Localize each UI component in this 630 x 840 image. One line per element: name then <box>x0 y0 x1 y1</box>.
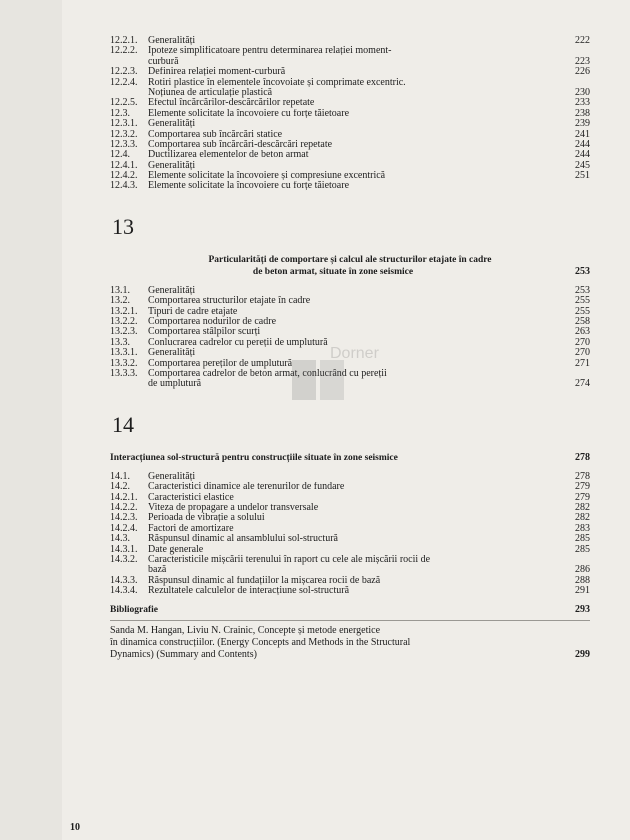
toc-entry-title: Comportarea stâlpilor scurți <box>148 327 261 338</box>
toc-entry-title: Comportarea pereților de umplutură <box>148 358 293 369</box>
toc-entry-number: 14.3.1. <box>110 543 138 555</box>
toc-entry-page: 244 <box>575 138 590 150</box>
toc-entry-title: Viteza de propagare a undelor transversale <box>148 502 319 513</box>
toc-entry <box>110 327 590 337</box>
toc-entry <box>110 348 590 358</box>
toc-entry-title: Caracteristicile mișcării terenului în raport cu cele ale mișcării rocii de <box>148 554 431 565</box>
toc-entry-title: Comportarea sub încărcări statice <box>148 129 283 140</box>
toc-entry-page: 278 <box>575 470 590 482</box>
toc-entry-page: 245 <box>575 159 590 171</box>
toc-entry-page: 283 <box>575 522 590 534</box>
toc-entry-page: 286 <box>575 564 590 576</box>
toc-entry-title: Comportarea nodurilor de cadre <box>148 317 277 328</box>
toc-entry-number: 12.2.5. <box>110 97 138 109</box>
toc-entry-title: Conlucrarea cadrelor cu pereții de umplutură <box>148 337 328 348</box>
chapter-14-title-page: 278 <box>575 451 590 463</box>
toc-entry-title: Rezultatele calculelor de interacțiune sol-structură <box>148 586 350 597</box>
toc-entry-page: 282 <box>575 512 590 524</box>
toc-entry <box>110 379 590 389</box>
toc-entry-title: Elemente solicitate la încovoiere cu forțe tăietoare <box>148 108 350 119</box>
toc-entry-title: Comportarea sub încărcări-descărcări repetate <box>148 139 333 150</box>
chapter-13-list <box>110 286 590 390</box>
toc-entry-page: 285 <box>575 533 590 545</box>
toc-entry-number: 13.2.1. <box>110 305 138 317</box>
chapter-13-title <box>110 254 590 278</box>
toc-entry-page: 255 <box>575 305 590 317</box>
toc-entry-page: 271 <box>575 357 590 369</box>
toc-entry <box>110 565 590 575</box>
toc-entry-number: 13.3.1. <box>110 347 138 359</box>
toc-entry <box>110 534 590 544</box>
chapter-13-title-line1: Particularități de comportare și calcul ale structurilor etajate în cadre <box>208 254 492 265</box>
toc-entry-title: Generalități <box>148 36 196 46</box>
toc-entry-page: 251 <box>575 170 590 182</box>
toc-entry-number: 14.1. <box>110 470 130 482</box>
chapter-14-title: Interacțiunea sol-structură pentru construcțiile situate în zone seismice <box>110 452 398 463</box>
toc-entry <box>110 296 590 306</box>
summary-line2: în dinamica construcțiilor. (Energy Concepts and Methods in the Structural <box>110 637 411 649</box>
toc-entry-title: Comportarea cadrelor de beton armat, conlucrând cu pereții <box>148 368 387 379</box>
toc-entry <box>110 545 590 555</box>
toc-entry-number: 12.2.2. <box>110 45 138 57</box>
toc-entry <box>110 286 590 296</box>
toc-entry-number: 12.4.3. <box>110 180 138 192</box>
toc-entry-number: 14.3.3. <box>110 574 138 586</box>
toc-entry-title: Caracteristici dinamice ale terenurilor de fundare <box>148 482 345 493</box>
toc-entry <box>110 576 590 586</box>
toc-entry-number: 13.3.2. <box>110 357 138 369</box>
toc-entry-title: Factori de amortizare <box>148 523 234 534</box>
toc-entry-number: 12.4.1. <box>110 159 138 171</box>
toc-entry-title: Generalități <box>148 348 196 359</box>
toc-entry-number: 14.2.1. <box>110 491 138 503</box>
watermark-text: Dorner <box>330 345 379 362</box>
toc-entry-page: 258 <box>575 316 590 328</box>
toc-entry-number: 14.2.3. <box>110 512 138 524</box>
toc-entry <box>110 369 590 379</box>
toc-entry-page: 285 <box>575 543 590 555</box>
summary-entry <box>110 625 590 661</box>
toc-entry-number: 12.4. <box>110 149 130 161</box>
toc-entry <box>110 338 590 348</box>
toc-entry-page: 222 <box>575 35 590 46</box>
toc-entry-page: 230 <box>575 86 590 98</box>
toc-entry <box>110 109 590 119</box>
toc-entry-title: Răspunsul dinamic al fundațiilor la mișcarea rocii de bază <box>148 575 381 586</box>
toc-entry-number: 14.3.2. <box>110 553 138 565</box>
bibliography-page: 293 <box>575 604 590 616</box>
toc-entry-title: Tipuri de cadre etajate <box>148 306 238 317</box>
toc-entry-title: curbură <box>148 56 179 67</box>
toc-entry-number: 13.2.3. <box>110 326 138 338</box>
chapter-13-title-page: 253 <box>575 265 590 277</box>
toc-entry-title: Generalități <box>148 285 196 296</box>
toc-entry <box>110 67 590 77</box>
toc-entry-title: de umplutură <box>148 379 202 390</box>
toc-entry <box>110 524 590 534</box>
bibliography-row <box>110 604 590 616</box>
toc-entry <box>110 119 590 129</box>
toc-entry-page: 263 <box>575 326 590 338</box>
toc-entry-number: 12.2.3. <box>110 66 138 78</box>
toc-entry <box>110 140 590 150</box>
summary-line3: Dynamics) (Summary and Contents) <box>110 649 257 661</box>
toc-entry-number: 14.2.4. <box>110 522 138 534</box>
toc-entry-title: Date generale <box>148 544 204 555</box>
toc-entry-page: 288 <box>575 574 590 586</box>
toc-entry-page: 279 <box>575 491 590 503</box>
toc-entry-title: Ipoteze simplificatoare pentru determinarea relației moment- <box>148 46 392 57</box>
toc-entry <box>110 555 590 565</box>
toc-entry-page: 244 <box>575 149 590 161</box>
chapter-14-number: 14 <box>112 411 134 437</box>
toc-entry-title: Caracteristici elastice <box>148 492 234 503</box>
toc-entry <box>110 493 590 503</box>
toc-entry-number: 13.1. <box>110 284 130 296</box>
toc-entry-number: 13.2. <box>110 295 130 307</box>
toc-entry <box>110 130 590 140</box>
toc-entry <box>110 171 590 181</box>
chapter-14-title-row <box>110 452 590 464</box>
summary-page: 299 <box>575 649 590 661</box>
toc-entry <box>110 359 590 369</box>
toc-entry-number: 12.3.1. <box>110 118 138 130</box>
toc-entry-title: Perioada de vibrație a solului <box>148 513 265 524</box>
toc-entry <box>110 46 590 56</box>
toc-entry-number: 14.2.2. <box>110 501 138 513</box>
toc-entry-title: bază <box>148 565 167 576</box>
toc-entry <box>110 472 590 482</box>
toc-entry-title: Răspunsul dinamic al ansamblului sol-structură <box>148 534 338 545</box>
toc-entry-number: 13.2.2. <box>110 316 138 328</box>
toc-entry-title: Generalități <box>148 471 196 482</box>
chapter-13-title-line2: de beton armat, situate în zone seismice <box>252 266 414 277</box>
toc-entry-page: 255 <box>575 295 590 307</box>
toc-entry <box>110 181 590 191</box>
toc-entry-number: 12.3.3. <box>110 138 138 150</box>
toc-entry-title: Rotiri plastice în elementele încovoiate și comprimate excentric. <box>148 77 406 88</box>
toc-entry-page: 274 <box>575 378 590 390</box>
toc-entry <box>110 503 590 513</box>
toc-entry-title: Elemente solicitate la încovoiere și compresiune excentrică <box>148 171 386 182</box>
toc-entry-title: Definirea relației moment-curbură <box>148 67 286 78</box>
toc-entry-page: 253 <box>575 284 590 296</box>
section-12-list <box>110 36 590 192</box>
toc-entry-page: 238 <box>575 107 590 119</box>
toc-entry-number: 14.3.4. <box>110 585 138 597</box>
toc-entry <box>110 98 590 108</box>
table-of-contents <box>110 36 590 661</box>
toc-entry <box>110 57 590 67</box>
toc-entry-page: 270 <box>575 336 590 348</box>
toc-entry <box>110 36 590 46</box>
toc-entry-number: 12.2.1. <box>110 35 138 46</box>
toc-entry-page: 282 <box>575 501 590 513</box>
toc-entry-title: Efectul încărcărilor-descărcărilor repetate <box>148 98 315 109</box>
toc-entry-number: 13.3.3. <box>110 367 138 379</box>
toc-entry-page: 226 <box>575 66 590 78</box>
toc-entry-page: 270 <box>575 347 590 359</box>
toc-entry-number: 12.3.2. <box>110 128 138 140</box>
toc-entry-number: 12.2.4. <box>110 76 138 88</box>
toc-entry <box>110 317 590 327</box>
toc-entry <box>110 150 590 160</box>
toc-entry-page: 291 <box>575 585 590 597</box>
toc-entry <box>110 586 590 596</box>
toc-entry <box>110 307 590 317</box>
summary-line1: Sanda M. Hangan, Liviu N. Crainic, Concepte și metode energetice <box>110 625 381 637</box>
toc-entry-number: 14.3. <box>110 533 130 545</box>
toc-entry-page: 233 <box>575 97 590 109</box>
toc-entry-page: 239 <box>575 118 590 130</box>
toc-entry <box>110 482 590 492</box>
chapter-14-list <box>110 472 590 597</box>
toc-entry-title: Elemente solicitate la încovoiere cu forțe tăietoare <box>148 181 350 192</box>
toc-entry-number: 13.3. <box>110 336 130 348</box>
divider <box>110 620 590 621</box>
toc-entry-title: Generalități <box>148 160 196 171</box>
toc-entry-page: 241 <box>575 128 590 140</box>
toc-entry <box>110 161 590 171</box>
chapter-13-number: 13 <box>112 213 134 239</box>
toc-entry-page: 223 <box>575 55 590 67</box>
toc-entry <box>110 78 590 88</box>
toc-entry-title: Noțiunea de articulație plastică <box>148 87 273 98</box>
toc-entry-page: 279 <box>575 481 590 493</box>
toc-entry-title: Ductilizarea elementelor de beton armat <box>148 150 309 161</box>
bibliography-label: Bibliografie <box>110 605 159 616</box>
toc-entry-number: 12.4.2. <box>110 170 138 182</box>
toc-entry-title: Comportarea structurilor etajate în cadre <box>148 296 311 307</box>
page-number: 10 <box>70 822 80 833</box>
toc-entry-number: 12.3. <box>110 107 130 119</box>
toc-entry <box>110 513 590 523</box>
book-page <box>62 0 630 840</box>
toc-entry-number: 14.2. <box>110 481 130 493</box>
toc-entry <box>110 88 590 98</box>
toc-entry-title: Generalități <box>148 119 196 130</box>
